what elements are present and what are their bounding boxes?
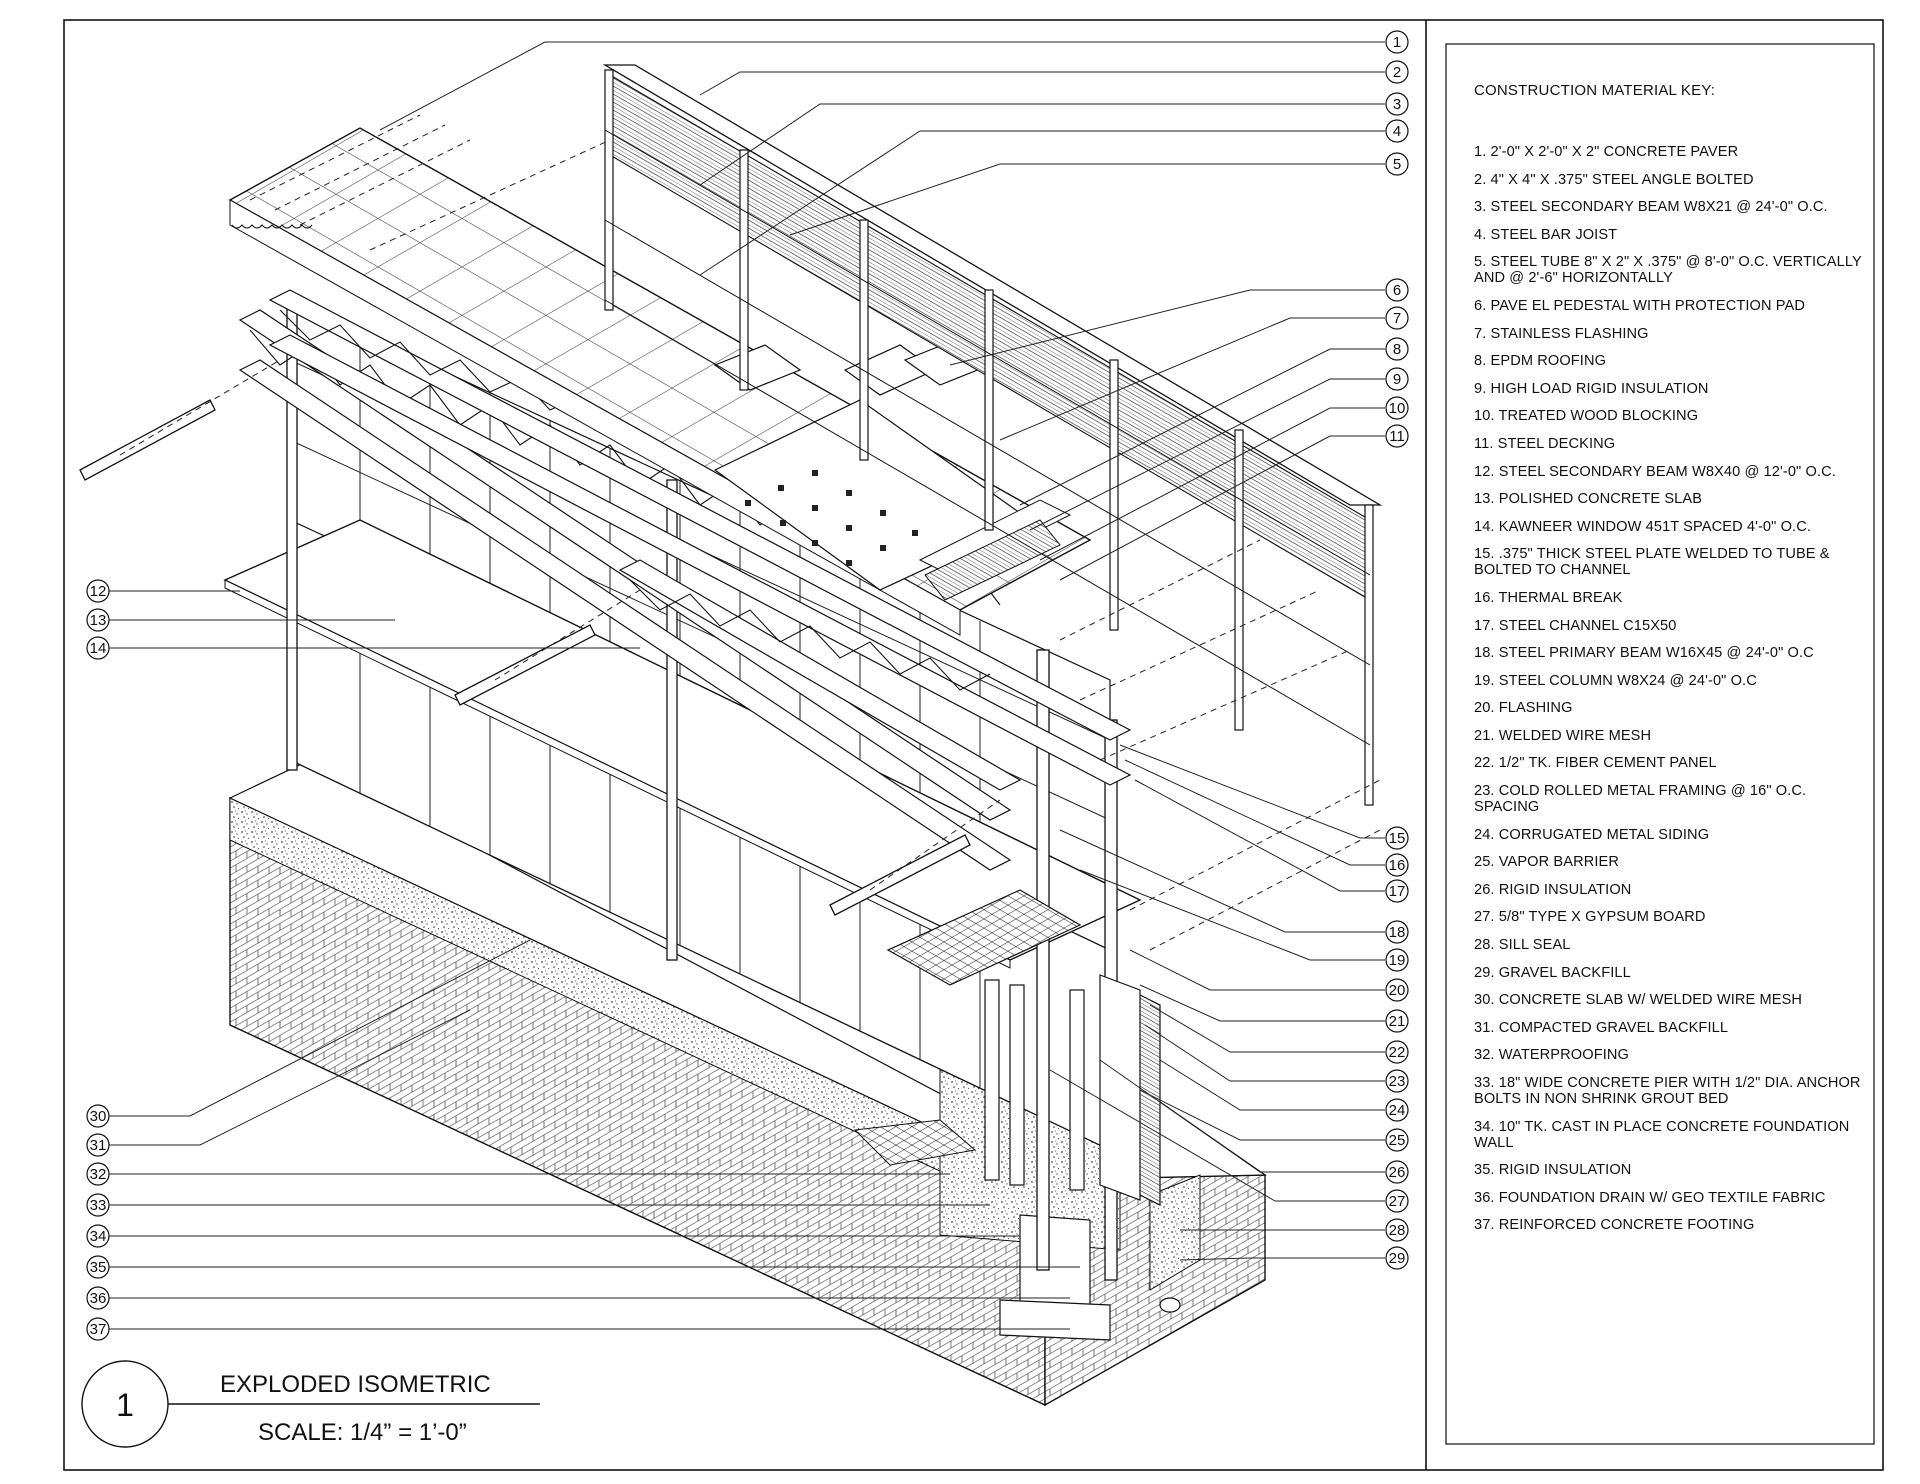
callout-bubble: [87, 637, 109, 659]
callout-bubble: [87, 609, 109, 631]
legend-item: 26. RIGID INSULATION: [1474, 881, 1632, 898]
title-number: 1: [116, 1387, 134, 1423]
legend-item: 21. WELDED WIRE MESH: [1474, 727, 1652, 744]
callout-bubble: [87, 580, 109, 602]
legend-item: 11. STEEL DECKING: [1474, 435, 1616, 452]
title-block: [82, 1361, 540, 1447]
callout-bubble: [1386, 827, 1408, 849]
callout-number: 28: [1388, 1222, 1406, 1239]
callout-bubble: [1386, 1247, 1408, 1269]
legend-item: 27. 5/8" TYPE X GYPSUM BOARD: [1474, 909, 1706, 926]
pier-footing: [1000, 1300, 1110, 1340]
callout-number: 24: [1388, 1102, 1406, 1119]
callouts-right: [1386, 31, 1408, 1269]
legend-item: 6. PAVE EL PEDESTAL WITH PROTECTION PAD: [1474, 297, 1805, 314]
callout-number: 35: [89, 1259, 107, 1276]
callout-bubble: [1386, 425, 1408, 447]
callout-bubble: [87, 1105, 109, 1127]
legend-item: 23. COLD ROLLED METAL FRAMING @ 16" O.C. SPACING: [1474, 783, 1807, 816]
legend-item: 35. RIGID INSULATION: [1474, 1162, 1632, 1179]
callout-bubble: [1386, 949, 1408, 971]
callout-number: 32: [89, 1166, 107, 1183]
callout-bubble: [1386, 1041, 1408, 1063]
legend-item: 37. REINFORCED CONCRETE FOOTING: [1474, 1217, 1755, 1234]
concrete-pier: [1020, 1215, 1090, 1310]
legend-item: 8. EPDM ROOFING: [1474, 353, 1607, 370]
callout-bubble: [1386, 1190, 1408, 1212]
callout-bubble: [1386, 397, 1408, 419]
callout-number: 25: [1388, 1132, 1406, 1149]
legend-item: 12. STEEL SECONDARY BEAM W8X40 @ 12'-0" O.C.: [1474, 463, 1836, 480]
callout-bubble: [1386, 31, 1408, 53]
legend-list: [1474, 144, 1872, 1245]
callout-bubble: [87, 1287, 109, 1309]
legend-item: 30. CONCRETE SLAB W/ WELDED WIRE MESH: [1474, 992, 1803, 1009]
callout-number: 16: [1388, 857, 1406, 874]
legend-item: 25. VAPOR BARRIER: [1474, 854, 1619, 871]
callout-number: 19: [1388, 952, 1406, 969]
legend-item: 13. POLISHED CONCRETE SLAB: [1474, 491, 1703, 508]
metal-framing-studs: [985, 975, 1160, 1205]
legend-item: 16. THERMAL BREAK: [1474, 589, 1623, 606]
callout-number: 7: [1392, 310, 1402, 327]
callout-number: 18: [1388, 924, 1406, 941]
callout-number: 1: [1392, 34, 1402, 51]
callout-number: 11: [1389, 428, 1405, 445]
legend-item: 28. SILL SEAL: [1474, 937, 1571, 954]
callout-bubble: [87, 1318, 109, 1340]
callout-number: 6: [1392, 282, 1402, 299]
callout-number: 34: [89, 1228, 107, 1245]
callout-bubble: [1386, 120, 1408, 142]
callout-bubble: [1386, 1070, 1408, 1092]
callout-bubble: [1386, 1099, 1408, 1121]
legend-item: 5. STEEL TUBE 8" X 2" X .375" @ 8'-0" O.C. VERTICALLY AND @ 2'-6" HORIZONTALLY: [1474, 254, 1862, 287]
title-name: EXPLODED ISOMETRIC: [220, 1371, 491, 1398]
callout-number: 3: [1392, 96, 1402, 113]
legend-item: 1. 2'-0" X 2'-0" X 2" CONCRETE PAVER: [1474, 144, 1739, 160]
legend-item: 36. FOUNDATION DRAIN W/ GEO TEXTILE FABRIC: [1474, 1189, 1826, 1206]
material-key-legend: [1446, 44, 1874, 1444]
callout-number: 15: [1388, 830, 1406, 847]
legend-item: 14. KAWNEER WINDOW 451T SPACED 4'-0" O.C.: [1474, 518, 1811, 535]
legend-item: 29. GRAVEL BACKFILL: [1474, 964, 1631, 981]
legend-item: 19. STEEL COLUMN W8X24 @ 24'-0" O.C: [1474, 672, 1757, 689]
callout-bubble: [1386, 1161, 1408, 1183]
callout-number: 8: [1392, 341, 1402, 358]
callout-bubble: [1386, 921, 1408, 943]
callout-number: 5: [1392, 156, 1402, 173]
callout-number: 36: [89, 1290, 107, 1307]
callout-bubble: [1386, 1010, 1408, 1032]
callouts-left: [87, 580, 109, 1340]
legend-item: 32. WATERPROOFING: [1474, 1047, 1629, 1064]
callout-bubble: [87, 1134, 109, 1156]
callout-bubble: [1386, 279, 1408, 301]
callout-number: 21: [1388, 1013, 1406, 1030]
callout-bubble: [87, 1163, 109, 1185]
callout-bubble: [1386, 854, 1408, 876]
callout-number: 33: [89, 1197, 107, 1214]
callout-bubble: [1386, 1219, 1408, 1241]
callout-number: 30: [89, 1108, 107, 1125]
callout-bubble: [1386, 979, 1408, 1001]
legend-item: 22. 1/2" TK. FIBER CEMENT PANEL: [1474, 755, 1717, 772]
callout-bubble: [87, 1225, 109, 1247]
callout-number: 14: [89, 640, 107, 657]
callout-number: 12: [89, 583, 107, 600]
legend-item: 33. 18" WIDE CONCRETE PIER WITH 1/2" DIA. ANCHOR BOLTS IN NON SHRINK GROUT BED: [1474, 1075, 1861, 1107]
title-scale: SCALE: 1/4” = 1’-0”: [258, 1419, 467, 1446]
legend-item: 3. STEEL SECONDARY BEAM W8X21 @ 24'-0" O.C.: [1474, 199, 1828, 216]
callout-bubble: [1386, 153, 1408, 175]
legend-item: 31. COMPACTED GRAVEL BACKFILL: [1474, 1019, 1729, 1036]
callout-bubble: [1386, 307, 1408, 329]
callout-bubble: [1386, 880, 1408, 902]
foundation-drain-pipe: [1160, 1298, 1180, 1312]
callout-bubble: [1386, 368, 1408, 390]
callout-bubble: [1386, 1129, 1408, 1151]
callout-number: 9: [1392, 371, 1402, 388]
callout-bubble: [87, 1256, 109, 1278]
callout-number: 13: [89, 612, 107, 629]
callout-number: 4: [1392, 123, 1402, 140]
legend-item: 10. TREATED WOOD BLOCKING: [1474, 408, 1699, 425]
legend-item: 34. 10" TK. CAST IN PLACE CONCRETE FOUNDATION WALL: [1474, 1118, 1850, 1151]
legend-heading: CONSTRUCTION MATERIAL KEY:: [1474, 82, 1716, 99]
callout-bubble: [87, 1194, 109, 1216]
callout-number: 27: [1388, 1193, 1406, 1210]
legend-item: 18. STEEL PRIMARY BEAM W16X45 @ 24'-0" O.C: [1474, 645, 1814, 662]
callout-number: 10: [1388, 400, 1406, 417]
legend-item: 7. STAINLESS FLASHING: [1474, 325, 1649, 342]
callout-number: 22: [1388, 1044, 1406, 1061]
legend-item: 9. HIGH LOAD RIGID INSULATION: [1474, 380, 1709, 397]
legend-item: 2. 4" X 4" X .375" STEEL ANGLE BOLTED: [1474, 171, 1754, 188]
callout-number: 2: [1392, 64, 1402, 81]
callout-number: 31: [89, 1137, 107, 1154]
callout-bubble: [1386, 93, 1408, 115]
callout-number: 23: [1388, 1073, 1406, 1090]
callout-number: 26: [1388, 1164, 1406, 1181]
legend-item: 4. STEEL BAR JOIST: [1474, 226, 1618, 243]
callout-number: 17: [1388, 883, 1406, 900]
callout-bubble: [1386, 61, 1408, 83]
callout-number: 20: [1388, 982, 1406, 999]
legend-item: 24. CORRUGATED METAL SIDING: [1474, 826, 1710, 843]
legend-item: 15. .375" THICK STEEL PLATE WELDED TO TUBE & BOLTED TO CHANNEL: [1474, 546, 1830, 579]
legend-item: 17. STEEL CHANNEL C15X50: [1474, 617, 1677, 634]
callout-number: 37: [89, 1321, 107, 1338]
callout-number: 29: [1388, 1250, 1406, 1267]
callout-bubble: [1386, 338, 1408, 360]
legend-item: 20. FLASHING: [1474, 700, 1573, 717]
